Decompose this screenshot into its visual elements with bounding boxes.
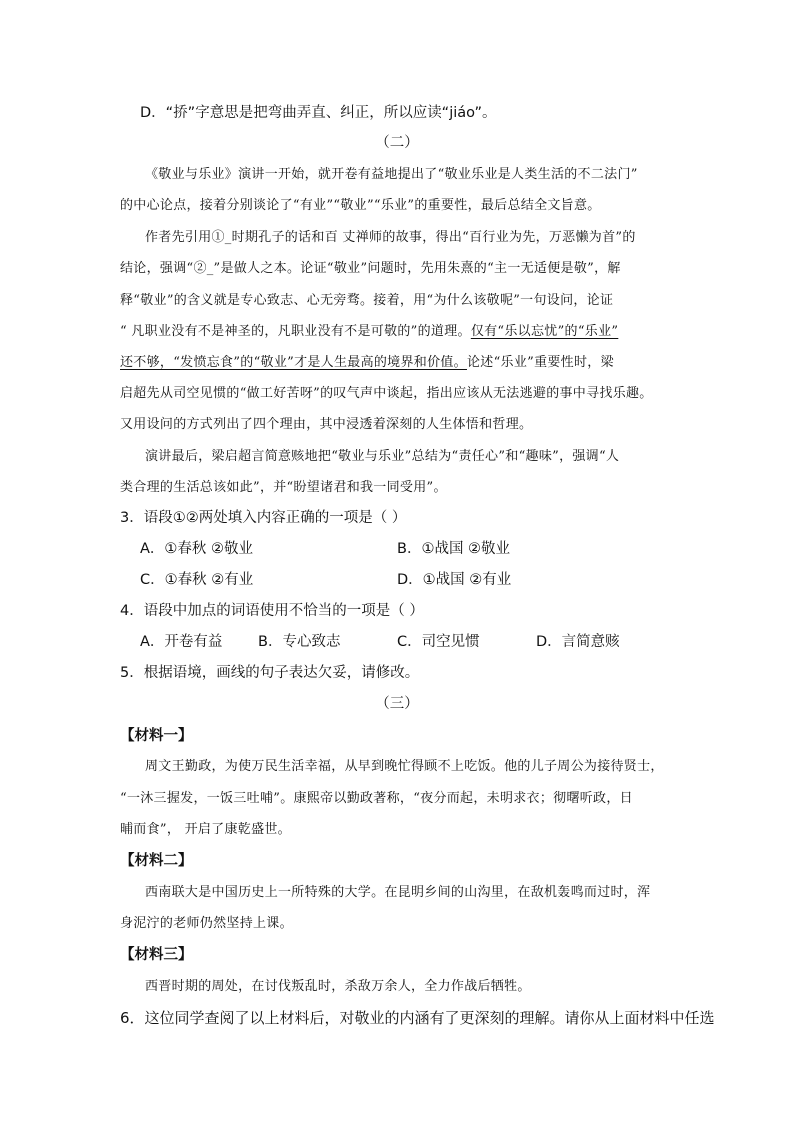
- section-3-heading: （三）: [375, 696, 419, 712]
- q3-option-d: D．①战国 ②有业: [397, 572, 512, 588]
- passage2-p1-line2: 的中心论点，接着分别谈论了“有业”“敬业”“乐业”的重要性，最后总结全文旨意。: [120, 198, 601, 213]
- passage2-p2-line5: [120, 353, 614, 373]
- material3-line1: 西晋时期的周处，在讨伐叛乱时，杀敌万余人，全力作战后牺牲。: [145, 979, 531, 994]
- q4-option-a: A．开卷有益: [140, 634, 223, 650]
- q3-option-c: C．①春秋 ②有业: [140, 572, 254, 588]
- passage2-p3-line1: 演讲最后，梁启超言简意赅地把“敬业与乐业”总结为“责任心”和“趣味”，强调“人: [145, 449, 620, 464]
- material1-line1: 周文王勤政，为使万民生活幸福，从早到晚忙得顾不上吃饭。他的儿子周公为接待贤士，: [145, 759, 664, 774]
- q4-option-c: C．司空见惯: [397, 634, 480, 650]
- q3-stem: 3．语段①②两处填入内容正确的一项是（ ）: [120, 510, 407, 526]
- passage2-p2-line4: [120, 322, 618, 342]
- passage2-p1-line1: 《敬业与乐业》演讲一开始，就开卷有益地提出了“敬业乐业是人类生活的不二法门”: [145, 167, 638, 182]
- passage2-p2-line6: 启超先从司空见惯的“做工好苦呀”的叹气声中谈起，指出应该从无法逃避的事中寻找乐趣。: [120, 386, 653, 401]
- material3-label: 【材料三】: [120, 947, 193, 963]
- material1-label: 【材料一】: [120, 728, 193, 744]
- section-2-heading: （二）: [375, 135, 419, 151]
- passage2-p2-line7: 又用设问的方式列出了四个理由，其中浸透着深刻的人生体悟和哲理。: [120, 417, 533, 432]
- q4-option-b: B．专心致志: [258, 634, 341, 650]
- material1-line2: “一沐三握发，一饭三吐哺”。康熙帝以勤政著称，“夜分而起，未明求衣；彻曙听政，日: [120, 791, 633, 806]
- passage2-p3-line2: 类合理的生活总该如此”，并“盼望诸君和我一同受用”。: [120, 480, 447, 495]
- passage2-p2-line1: 作者先引用①_时期孔子的话和百 丈禅师的故事，得出“百行业为先，万恶懒为首”的: [145, 230, 636, 245]
- q6-stem: 6．这位同学查阅了以上材料后，对敬业的内涵有了更深刻的理解。请你从上面材料中任选: [120, 1009, 715, 1027]
- passage2-p2-line3: 释“敬业”的含义就是专心致志、心无旁骛。接着，用“为什么该敬呢”一句设问，论证: [120, 293, 614, 308]
- material2-line1: 西南联大是中国历史上一所特殊的大学。在昆明乡间的山沟里，在敌机轰鸣而过时，浑: [145, 885, 651, 900]
- q5-stem: 5．根据语境，画线的句子表达欠妥，请修改。: [120, 665, 420, 681]
- material1-line3: 晡而食”， 开启了康乾盛世。: [120, 822, 291, 837]
- passage2-p2-line2: 结论，强调“②_”是做人之本。论证“敬业”问题时，先用朱熹的“主一无适便是敬”，解: [120, 261, 621, 276]
- material2-line2: 身泥泞的老师仍然坚持上课。: [120, 916, 293, 931]
- q2-option-d: D．“挢”字意思是把弯曲弄直、纠正，所以应读“jiáo”。: [140, 105, 497, 121]
- q4-option-d: D．言简意赅: [536, 634, 620, 650]
- underlined-sentence-part2: 还不够，“发愤忘食”的“敬业”才是人生最高的境界和价值。: [120, 355, 467, 370]
- passage2-p2-line5-plain: 论述“乐业”重要性时，梁: [466, 355, 614, 370]
- passage2-p2-line4-plain: “ 凡职业没有不是神圣的，凡职业没有不是可敬的”的道理。: [120, 324, 471, 339]
- underlined-sentence-part1: 仅有“乐以忘忧”的“乐业”: [470, 324, 619, 339]
- q4-stem: 4．语段中加点的词语使用不恰当的一项是（ ）: [120, 603, 424, 619]
- q3-option-b: B．①战国 ②敬业: [397, 541, 511, 557]
- q3-option-a: A．①春秋 ②敬业: [140, 541, 254, 557]
- material2-label: 【材料二】: [120, 853, 193, 869]
